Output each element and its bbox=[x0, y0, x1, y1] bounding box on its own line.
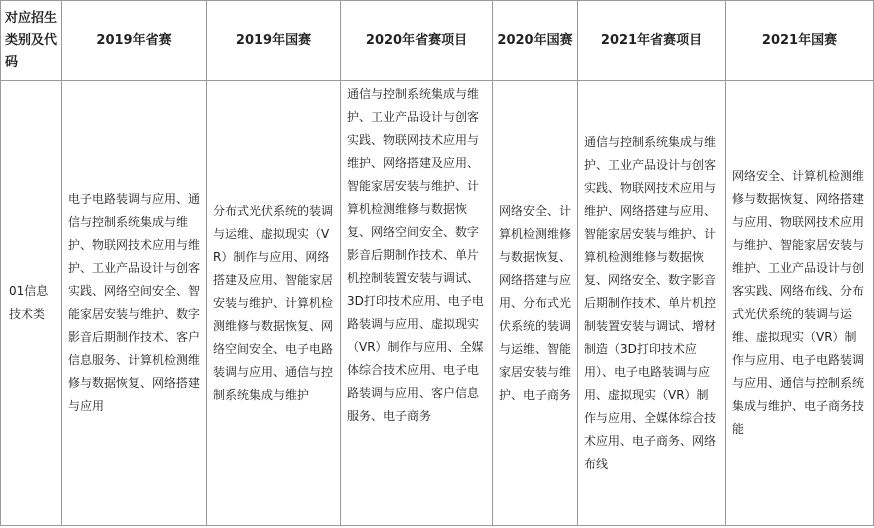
cell-2020-provincial bbox=[341, 81, 493, 526]
cell-2021-national bbox=[726, 81, 874, 526]
cell-2019-provincial-text: 电子电路装调与应用、通信与控制系统集成与维护、物联网技术应用与维护、工业产品设计与创客实践、网络空间安全、智能家居安装与维护、数字影音后期制作技术、客户信息服务、计算机检测维修与数据恢复、网络搭建与应用 bbox=[68, 192, 201, 413]
header-row bbox=[1, 1, 874, 81]
header-2021-national: 2021年国赛 bbox=[726, 1, 874, 81]
header-2020-provincial: 2020年省赛项目 bbox=[341, 1, 493, 81]
header-2021-provincial: 2021年省赛项目 bbox=[578, 1, 726, 81]
cell-2021-national-text: 网络安全、计算机检测维修与数据恢复、网络搭建与应用、物联网技术应用与维护、智能家居安装与维护、工业产品设计与创客实践、网络布线、分布式光伏系统的装调与运维、虚拟现实（VR）制作与应用、电子电路装调与应用、通信与控制系统集成与维护、电子商务技能 bbox=[732, 169, 865, 436]
category-code-text: 01信息技术类 bbox=[9, 284, 49, 321]
cell-2021-provincial-text: 通信与控制系统集成与维护、工业产品设计与创客实践、物联网技术应用与维护、网络搭建与应用、智能家居安装与维护、计算机检测维修与数据恢复、网络安全、数字影音后期制作技术、单片机控制装置安装与调试、增材制造（3D打印技术应用）、电子电路装调与应用、虚拟现实（VR）制作与应用、全媒体综合技术应用、电子商务、网络布线 bbox=[584, 134, 717, 471]
cell-2020-provincial-text: 通信与控制系统集成与维护、工业产品设计与创客实践、物联网技术应用与维护、网络搭建及应用、智能家居安装与维护、计算机检测维修与数据恢复、网络空间安全、数字影音后期制作技术、单片机控制装置安装与调试、3D打印技术应用、电子电路装调与应用、虚拟现实（VR）制作与应用、全媒体综合技术应用、电子电路装调与应用、客户信息服务、电子商务 bbox=[347, 87, 484, 423]
table-row bbox=[1, 81, 874, 526]
header-2019-provincial: 2019年省赛 bbox=[62, 1, 207, 81]
cell-2019-national bbox=[207, 81, 341, 526]
cell-2020-national-text: 网络安全、计算机检测维修与数据恢复、网络搭建与应用、分布式光伏系统的装调与运维、智能家居安装与维护、电子商务 bbox=[499, 203, 572, 402]
cell-2019-national-text: 分布式光伏系统的装调与运维、虚拟现实（VR）制作与应用、网络搭建及应用、智能家居安装与维护、计算机检测维修与数据恢复、网络空间安全、电子电路装调与应用、通信与控制系统集成与维护 bbox=[213, 203, 334, 402]
cell-2021-provincial bbox=[578, 81, 726, 526]
cell-2020-national bbox=[493, 81, 578, 526]
header-2020-national: 2020年国赛 bbox=[493, 1, 578, 81]
header-2019-national: 2019年国赛 bbox=[207, 1, 341, 81]
category-code-cell bbox=[1, 81, 62, 526]
cell-2019-provincial bbox=[62, 81, 207, 526]
header-category-code: 对应招生类别及代码 bbox=[1, 1, 62, 81]
